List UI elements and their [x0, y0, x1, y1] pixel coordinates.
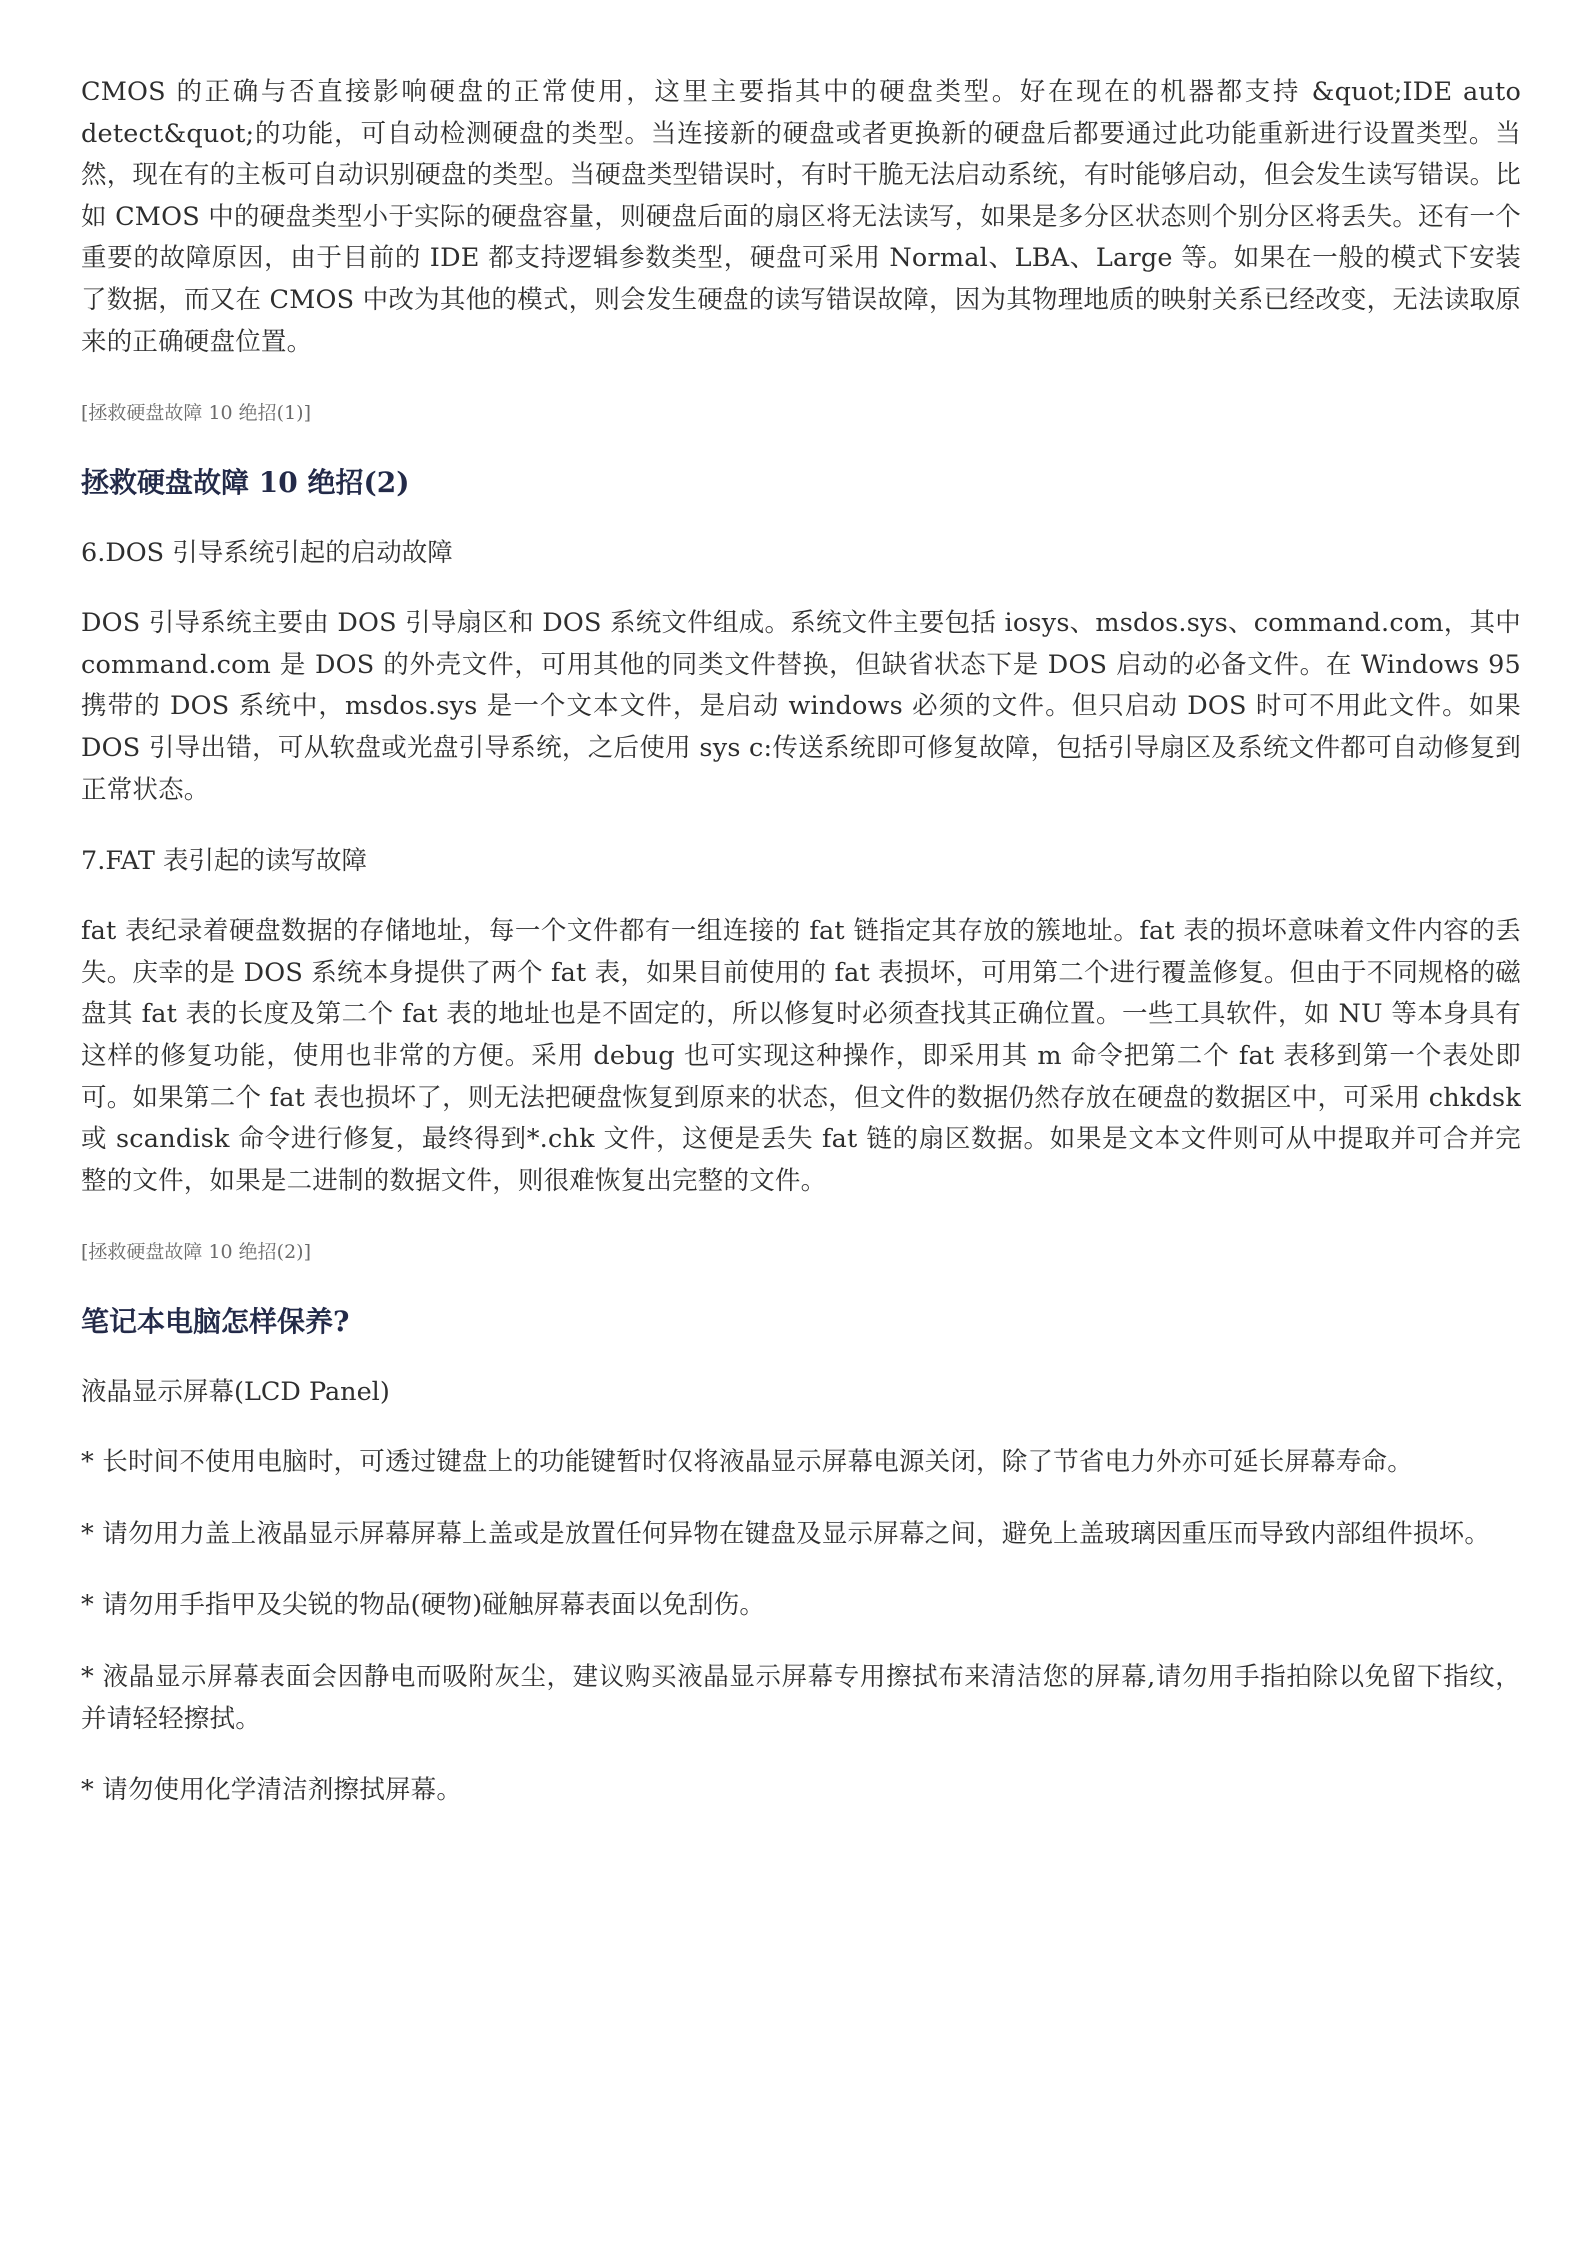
bullet-item: * 长时间不使用电脑时，可透过键盘上的功能键暂时仅将液晶显示屏幕电源关闭，除了节省电力外亦可延长屏幕寿命。: [81, 1447, 1413, 1478]
bullet-item: * 请勿用力盖上液晶显示屏幕屏幕上盖或是放置任何异物在键盘及显示屏幕之间，避免上盖玻璃因重压而导致内部组件损坏。: [81, 1518, 1491, 1549]
lcd-panel-subheading: 液晶显示屏幕(LCD Panel): [81, 1377, 390, 1408]
bullet-item: * 请勿用手指甲及尖锐的物品(硬物)碰触屏幕表面以免刮伤。: [81, 1590, 766, 1621]
cmos-paragraph: CMOS 的正确与否直接影响硬盘的正常使用，这里主要指其中的硬盘类型。好在现在的机器都支持 &quot;IDE auto detect&quot;的功能，可自动检测硬盘的类型。当连接新的硬盘或者更换新的硬盘后都要通过此功能重新进行设置类型。当然，现在有的主板可自动识别硬盘的类型。当硬盘类型错误时，有时干脆无法启动系统，有时能够启动，但会发生读写错误。比如 CMOS 中的硬盘类型小于实际的硬盘容量，则硬盘后面的扇区将无法读写，如果是多分区状态则个别分区将丢失。还有一个重要的故障原因，由于目前的 IDE 都支持逻辑参数类型，硬盘可采用 Normal、LBA、Large 等。如果在一般的模式下安装了数据，而又在 CMOS 中改为其他的模式，则会发生硬盘的读写错误故障，因为其物理地质的映射关系已经改变，无法读取原来的正确硬盘位置。: [81, 77, 1521, 357]
source-note-part1: [拯救硬盘故障 10 绝招(1)]: [81, 402, 311, 425]
document-page: [81, 72, 1521, 1812]
section-heading-laptop-care: 笔记本电脑怎样保养?: [81, 1305, 350, 1339]
item7-title: 7.FAT 表引起的读写故障: [81, 846, 367, 877]
item6-title: 6.DOS 引导系统引起的启动故障: [81, 538, 453, 569]
source-note-part2: [拯救硬盘故障 10 绝招(2)]: [81, 1241, 311, 1264]
section-heading-part2: 拯救硬盘故障 10 绝招(2): [81, 466, 410, 500]
item6-paragraph: DOS 引导系统主要由 DOS 引导扇区和 DOS 系统文件组成。系统文件主要包括 iosys、msdos.sys、command.com，其中 command.com 是 DOS 的外壳文件，可用其他的同类文件替换，但缺省状态下是 DOS 启动的必备文件。在 Windows 95 携带的 DOS 系统中，msdos.sys 是一个文本文件，是启动 windows 必须的文件。但只启动 DOS 时可不用此文件。如果 DOS 引导出错，可从软盘或光盘引导系统，之后使用 sys c:传送系统即可修复故障，包括引导扇区及系统文件都可自动修复到正常状态。: [81, 608, 1521, 805]
item7-paragraph: fat 表纪录着硬盘数据的存储地址，每一个文件都有一组连接的 fat 链指定其存放的簇地址。fat 表的损坏意味着文件内容的丢失。庆幸的是 DOS 系统本身提供了两个 fat 表，如果目前使用的 fat 表损坏，可用第二个进行覆盖修复。但由于不同规格的磁盘其 fat 表的长度及第二个 fat 表的地址也是不固定的，所以修复时必须查找其正确位置。一些工具软件，如 NU 等本身具有这样的修复功能，使用也非常的方便。采用 debug 也可实现这种操作，即采用其 m 命令把第二个 fat 表移到第一个表处即可。如果第二个 fat 表也损坏了，则无法把硬盘恢复到原来的状态，但文件的数据仍然存放在硬盘的数据区中，可采用 chkdsk 或 scandisk 命令进行修复，最终得到*.chk 文件，这便是丢失 fat 链的扇区数据。如果是文本文件则可从中提取并可合并完整的文件，如果是二进制的数据文件，则很难恢复出完整的文件。: [81, 916, 1521, 1196]
bullet-item: * 液晶显示屏幕表面会因静电而吸附灰尘，建议购买液晶显示屏幕专用擦拭布来清洁您的屏幕,请勿用手指拍除以免留下指纹，并请轻轻擦拭。: [81, 1662, 1521, 1734]
bullet-item: * 请勿使用化学清洁剂擦拭屏幕。: [81, 1775, 463, 1806]
